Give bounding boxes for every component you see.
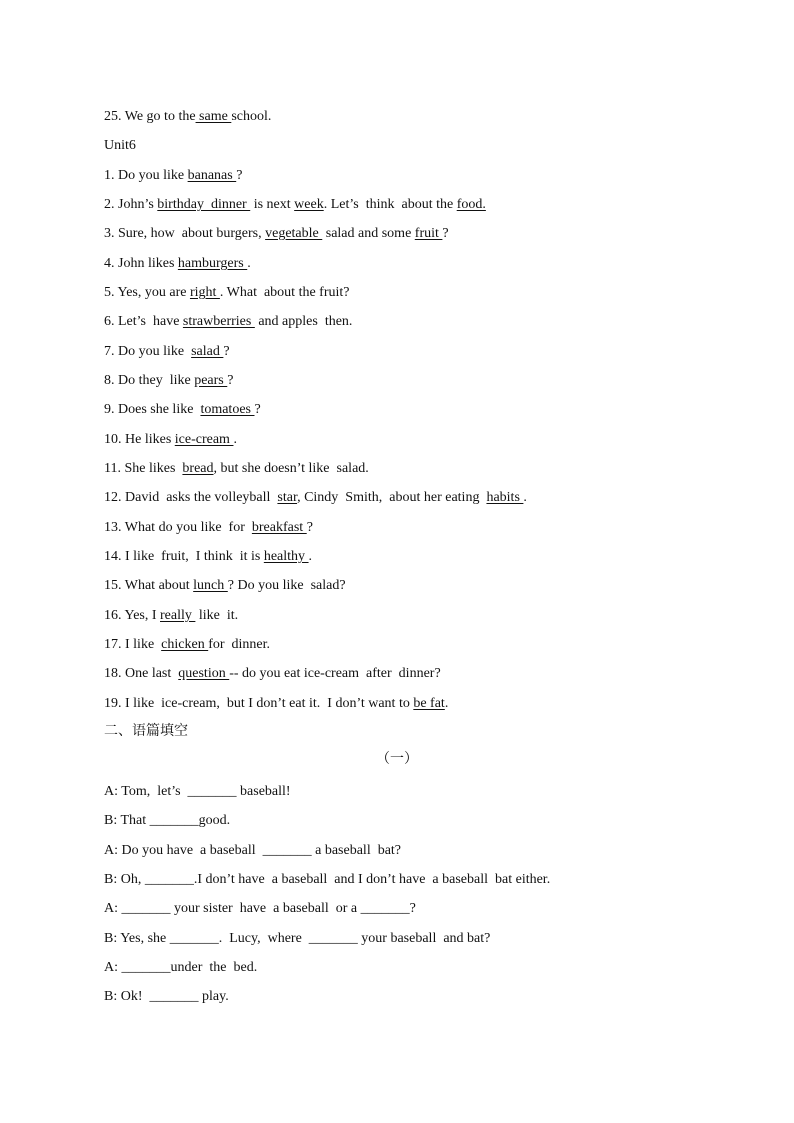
answer-blank: birthday dinner <box>157 197 251 212</box>
item-text: 4. John likes <box>104 256 178 271</box>
exercise-item <box>104 225 449 243</box>
answer-blank: breakfast <box>251 520 307 535</box>
exercise-item <box>104 401 261 419</box>
item-text: 1. Do you like <box>104 168 188 183</box>
item-text: 12. David asks the volleyball <box>104 490 278 505</box>
dialogue-line: A: _______under the bed. <box>104 960 258 975</box>
dialogue-line: A: _______ your sister have a baseball or a _______? <box>104 901 416 916</box>
item-text: ? <box>236 168 243 183</box>
exercise-item <box>104 607 238 625</box>
item-text: for dinner. <box>208 637 271 652</box>
dialogue-line: B: Yes, she _______. Lucy, where _______ your baseball and bat? <box>104 931 491 946</box>
item-text: . <box>233 432 237 447</box>
section-heading: 二、语篇填空 <box>104 723 188 739</box>
item-text: 19. I like ice-cream, but I don’t eat it. I don’t want to <box>104 696 414 711</box>
exercise-item-25 <box>104 108 271 126</box>
item-text: 10. He likes <box>104 432 175 447</box>
answer-blank: be fat <box>413 696 445 711</box>
answer-blank: same <box>195 109 232 124</box>
exercise-item <box>104 577 346 595</box>
item-text: like it. <box>195 608 239 623</box>
answer-blank: ice-cream <box>174 432 234 447</box>
item-text: . <box>523 490 527 505</box>
dialogue-line: A: Do you have a baseball _______ a baseball bat? <box>104 843 402 858</box>
exercise-item <box>104 695 448 713</box>
item-text: 14. I like fruit, I think it is <box>104 549 264 564</box>
answer-blank: star <box>277 490 298 505</box>
item-text: . Let’s think about the <box>323 197 457 212</box>
answer-blank: bananas <box>187 168 237 183</box>
item-text: and apples then. <box>254 314 353 329</box>
exercise-item <box>104 255 251 273</box>
item-text: . <box>308 549 313 564</box>
answer-blank: pears <box>194 373 228 388</box>
item-text: 6. Let’s have <box>104 314 183 329</box>
exercise-item <box>104 519 313 537</box>
exercise-item <box>104 284 350 302</box>
exercise-item <box>104 489 527 507</box>
item-text: 7. Do you like <box>104 344 192 359</box>
answer-blank: week <box>294 197 324 212</box>
exercise-item <box>104 167 242 185</box>
item-text: , but she doesn’t like salad. <box>213 461 369 476</box>
exercise-item <box>104 548 312 566</box>
dialogue-line: B: Oh, _______.I don’t have a baseball and I don’t have a baseball bat either. <box>104 872 551 887</box>
answer-blank: strawberries <box>182 314 255 329</box>
item-text: . What about the fruit? <box>219 285 350 300</box>
exercise-item <box>104 196 486 214</box>
item-text: 25. We go to the <box>104 109 196 124</box>
exercise-item <box>104 343 230 361</box>
dialogue-line: B: That _______good. <box>104 813 231 828</box>
item-text: 5. Yes, you are <box>104 285 190 300</box>
item-text: ? Do you like salad? <box>227 578 346 593</box>
item-text: . <box>247 256 251 271</box>
item-text: 2. John’s <box>104 197 158 212</box>
item-text: 16. Yes, I <box>104 608 161 623</box>
item-text: school. <box>231 109 272 124</box>
answer-blank: hamburgers <box>177 256 248 271</box>
exercise-item <box>104 431 237 449</box>
item-text: is next <box>250 197 295 212</box>
unit-title: Unit6 <box>104 138 136 153</box>
answer-blank: vegetable <box>265 226 323 241</box>
dialogue-line: A: Tom, let’s _______ baseball! <box>104 784 291 799</box>
exercise-item <box>104 665 441 683</box>
dialogue-line: B: Ok! _______ play. <box>104 989 229 1004</box>
item-text: salad and some <box>322 226 415 241</box>
answer-blank: lunch <box>193 578 228 593</box>
answer-blank: healthy <box>263 549 309 564</box>
answer-blank: question <box>178 666 230 681</box>
item-text: -- do you eat ice-cream after dinner? <box>229 666 441 681</box>
exercise-item <box>104 313 352 331</box>
answer-blank: bread <box>182 461 214 476</box>
answer-blank: habits <box>486 490 524 505</box>
exercise-item <box>104 372 233 390</box>
answer-blank: tomatoes <box>200 402 255 417</box>
item-text: 3. Sure, how about burgers, <box>104 226 266 241</box>
item-text: 9. Does she like <box>104 402 201 417</box>
item-text: ? <box>442 226 449 241</box>
exercise-item <box>104 636 270 654</box>
item-text: ? <box>223 344 230 359</box>
item-text: 18. One last <box>104 666 179 681</box>
item-text: 15. What about <box>104 578 194 593</box>
exercise-item <box>104 460 369 478</box>
passage-number: （一） <box>376 751 418 767</box>
answer-blank: right <box>189 285 220 300</box>
answer-blank: chicken <box>161 637 209 652</box>
item-text: ? <box>306 520 313 535</box>
item-text: 11. She likes <box>104 461 183 476</box>
answer-blank: food. <box>456 197 486 212</box>
answer-blank: salad <box>191 344 224 359</box>
item-text: 13. What do you like for <box>104 520 252 535</box>
item-text: ? <box>227 373 234 388</box>
answer-blank: really <box>160 608 196 623</box>
item-text: 17. I like <box>104 637 162 652</box>
item-text: . <box>444 696 449 711</box>
item-text: ? <box>254 402 261 417</box>
item-text: , Cindy Smith, about her eating <box>297 490 487 505</box>
item-text: 8. Do they like <box>104 373 195 388</box>
answer-blank: fruit <box>414 226 443 241</box>
